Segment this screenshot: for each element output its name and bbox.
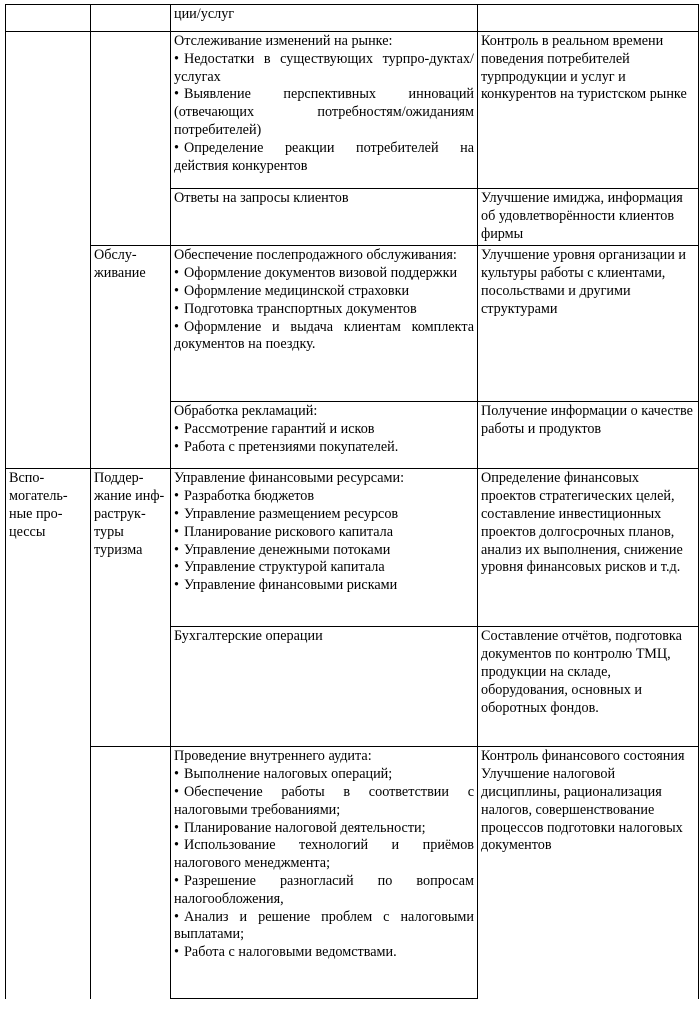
table-cell: [171, 747, 478, 999]
list-item: • Оформление документов визовой поддержки: [174, 265, 458, 282]
table-cell: Поддер-жание инф-раструк-туры туризма: [91, 469, 171, 747]
table-cell: Улучшение имиджа, информация об удовлетворённости клиентов фирмы: [478, 189, 699, 246]
table-cell: [478, 5, 699, 32]
list-item: • Управление размещением ресурсов: [174, 505, 399, 522]
table-cell: Определение финансовых проектов стратегических целей, составление инвестиционных проектов долгосрочных планов, анализ их выполнения, снижение уровня финансовых рисков и т.д.: [478, 469, 699, 627]
cell-heading: Обеспечение послепродажного обслуживания:: [174, 247, 457, 264]
table-cell: [6, 5, 91, 32]
list-item: • Разработка бюджетов: [174, 488, 315, 505]
list-item: • Рассмотрение гарантий и исков: [174, 421, 375, 438]
list-item: • Обеспечение работы в соответствии с налоговыми требованиями;: [174, 783, 474, 818]
list-item: • Анализ и решение проблем с налоговыми выплатами;: [174, 908, 474, 943]
document-page: [5, 4, 699, 999]
list-item: • Определение реакции потребителей на действия конкурентов: [174, 139, 474, 174]
list-item: • Управление финансовыми рисками: [174, 577, 398, 594]
table-cell: Бухгалтерские операции: [171, 627, 478, 747]
list-item: • Выполнение налоговых операций;: [174, 766, 393, 783]
table-cell: [91, 747, 171, 999]
table-cell: [478, 747, 699, 999]
table-cell: [171, 246, 478, 402]
list-item: • Работа с налоговыми ведомствами.: [174, 944, 397, 961]
list-item: • Планирование рискового капитала: [174, 523, 394, 540]
list-item: • Недостатки в существующих турпро-дуктах/услугах: [174, 50, 474, 85]
list-item: • Оформление и выдача клиентам комплекта документов на поездку.: [174, 318, 474, 353]
list-item: • Выявление перспективных инноваций (отвечающих потребностям/ожиданиям потребителей): [174, 86, 474, 138]
table-row: [6, 5, 699, 32]
list-item: • Планирование налоговой деятельности;: [174, 819, 426, 836]
table-cell: [171, 469, 478, 627]
list-item: • Разрешение разногласий по вопросам налогообложения,: [174, 872, 474, 907]
table-cell: [91, 32, 171, 246]
list-item: • Подготовка транспортных документов: [174, 300, 417, 317]
table-cell: Улучшение уровня организации и культуры работы с клиентами, посольствами и другими структурами: [478, 246, 699, 402]
table-cell: [171, 32, 478, 189]
table-cell: Контроль в реальном времени поведения потребителей турпродукции и услуг и конкурентов на туристском рынке: [478, 32, 699, 189]
table-cell: Составление отчётов, подготовка документов по контролю ТМЦ, продукции на складе, оборудования, основных и оборотных фондов.: [478, 627, 699, 747]
table-cell: Вспо-могатель-ные про-цессы: [6, 469, 91, 999]
cell-heading: Отслеживание изменений на рынке:: [174, 33, 393, 49]
table-row: [6, 32, 699, 189]
table-cell: Ответы на запросы клиентов: [171, 189, 478, 246]
table-row: [6, 246, 699, 402]
cell-paragraph: Контроль финансового состояния: [481, 748, 685, 765]
list-item: • Управление структурой капитала: [174, 559, 385, 576]
cell-paragraph: Улучшение налоговой дисциплины, рационализация налогов, совершенствование процессов подготовки налоговых документов: [481, 766, 683, 854]
business-process-table: [5, 4, 699, 999]
table-cell: [171, 402, 478, 469]
list-item: • Работа с претензиями покупателей.: [174, 438, 399, 455]
table-cell: Получение информации о качестве работы и продуктов: [478, 402, 699, 469]
list-item: • Оформление медицинской страховки: [174, 282, 410, 299]
table-row: [6, 747, 699, 999]
list-item: • Управление денежными потоками: [174, 541, 391, 558]
table-cell: [6, 32, 91, 469]
cell-heading: Проведение внутреннего аудита:: [174, 748, 372, 765]
table-cell: [91, 5, 171, 32]
table-cell: ции/услуг: [171, 5, 478, 32]
cell-heading: Управление финансовыми ресурсами:: [174, 470, 405, 487]
cell-heading: Обработка рекламаций:: [174, 403, 318, 420]
list-item: • Использование технологий и приёмов налогового менеджмента;: [174, 837, 474, 872]
table-cell: Обслу-живание: [91, 246, 171, 469]
table-row: [6, 469, 699, 627]
